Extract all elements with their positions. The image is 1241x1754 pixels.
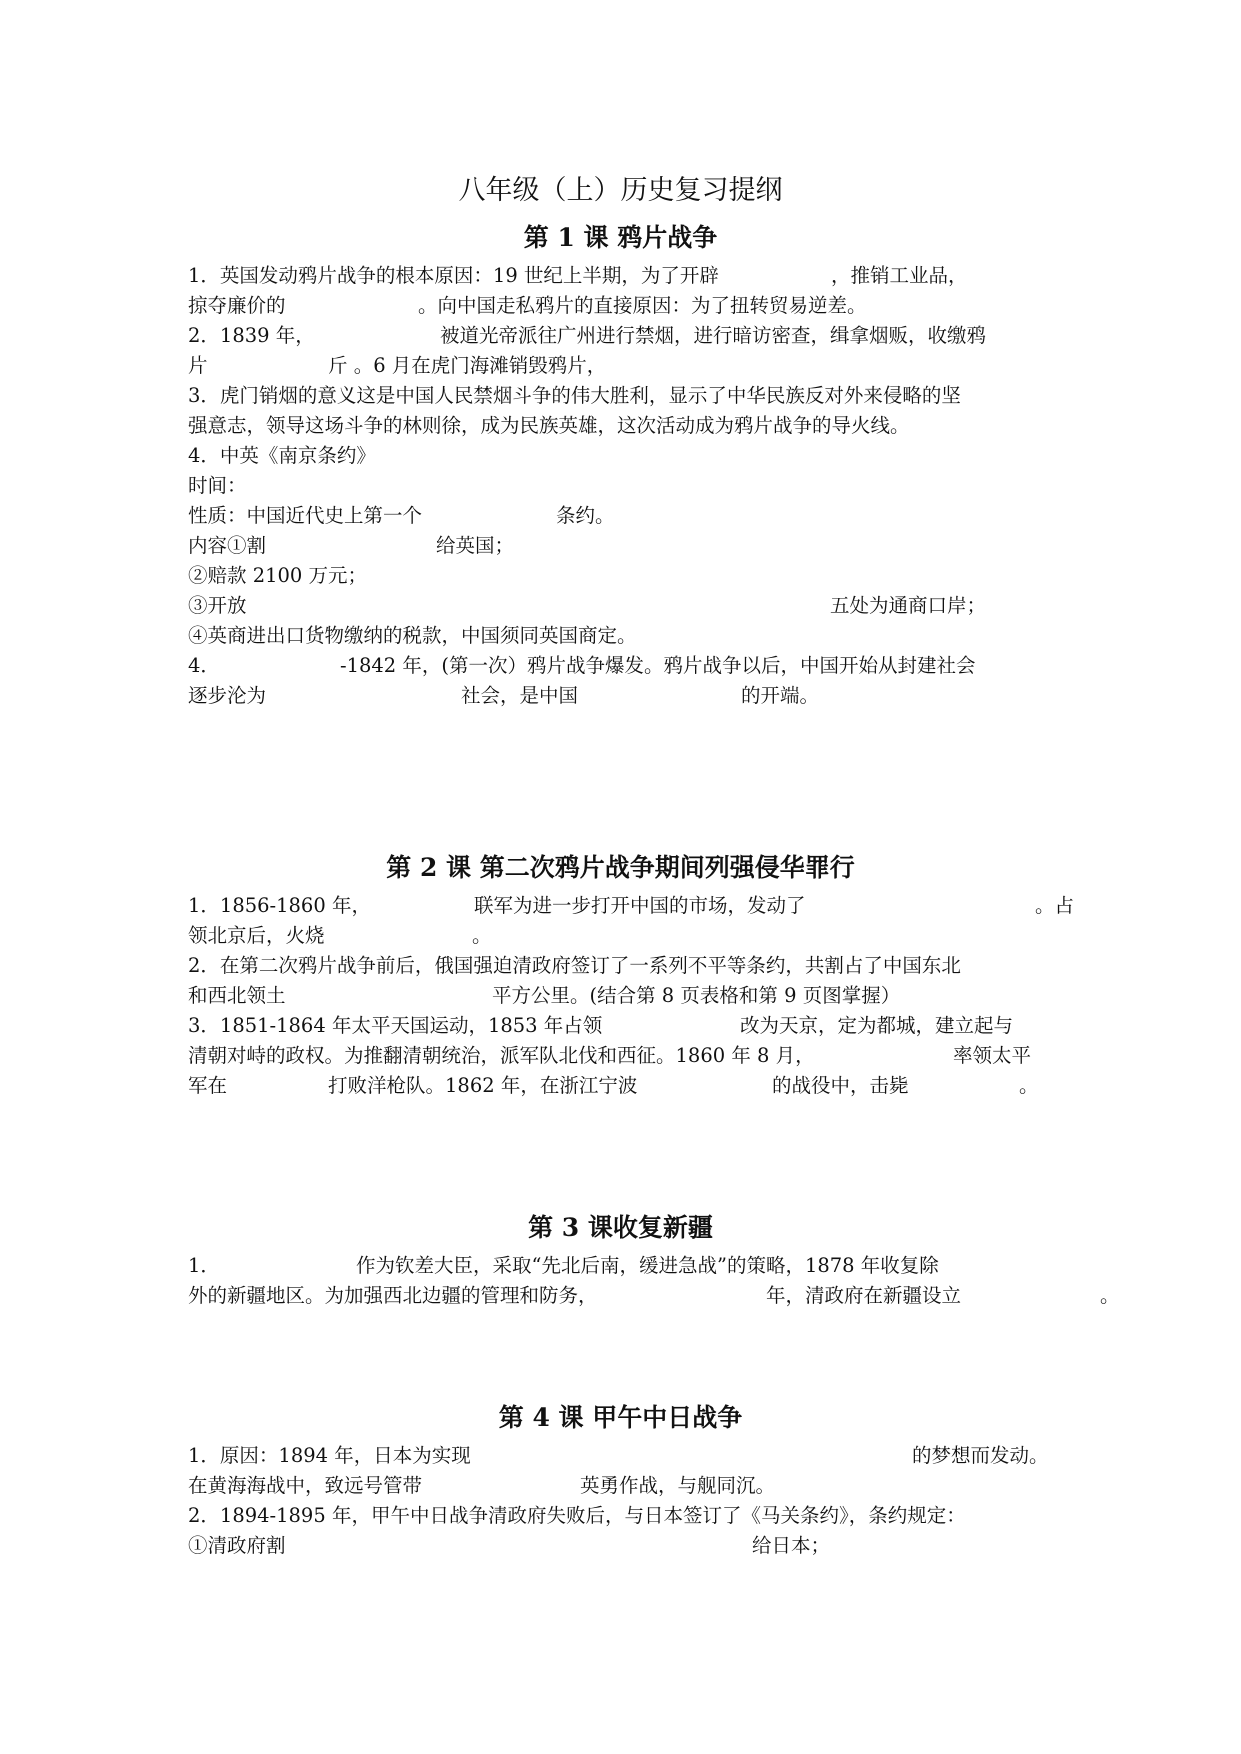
text-line-segment: 时间： [188, 474, 247, 497]
text-line-segment: 3．1851-1864 年太平天国运动，1853 年占领 [188, 1014, 603, 1037]
text-line-segment: 条约。 [556, 504, 615, 527]
text-line-segment: 2．在第二次鸦片战争前后，俄国强迫清政府签订了一系列不平等条约，共割占了中国东北 [188, 954, 961, 977]
text-line-segment: 平方公里。(结合第 8 页表格和第 9 页图掌握） [492, 984, 901, 1007]
text-line-segment: 掠夺廉价的 [188, 294, 286, 317]
text-line-segment: 社会，是中国 [461, 684, 579, 707]
lesson-heading: 第 4 课 甲午中日战争 [498, 1403, 743, 1432]
text-line-segment: 。占 [1035, 894, 1075, 917]
text-line-segment: 斤 。6 月在虎门海滩销毁鸦片， [328, 354, 607, 377]
text-line-segment: 年，清政府在新疆设立 [766, 1284, 962, 1307]
lesson-heading: 第 1 课 鸦片战争 [523, 223, 718, 252]
text-line-segment: 的梦想而发动。 [912, 1444, 1049, 1467]
text-line-segment: 。 [1019, 1074, 1039, 1097]
text-line-segment: -1842 年，(第一次）鸦片战争爆发。鸦片战争以后，中国开始从封建社会 [340, 654, 976, 677]
text-line-segment: 片 [188, 354, 208, 377]
text-line-segment: 打败洋枪队。1862 年，在浙江宁波 [328, 1074, 638, 1097]
text-line-segment: 。 [472, 924, 492, 947]
text-line-segment: 五处为通商口岸； [830, 594, 987, 617]
text-line-segment: 英勇作战，与舰同沉。 [580, 1474, 776, 1497]
text-line-segment: 4． [188, 654, 220, 677]
text-line-segment: 率领太平 [953, 1044, 1032, 1067]
text-line-segment: 2．1894-1895 年，甲午中日战争清政府失败后，与日本签订了《马关条约》，条约规定： [188, 1504, 966, 1527]
text-line-segment: 内容①割 [188, 534, 267, 557]
text-line-segment: 。向中国走私鸦片的直接原因：为了扭转贸易逆差。 [418, 294, 867, 317]
text-line-segment: 强意志，领导这场斗争的林则徐，成为民族英雄，这次活动成为鸦片战争的导火线。 [188, 414, 910, 437]
text-line-segment: 2．1839 年， [188, 324, 315, 347]
text-line-segment: ③开放 [188, 594, 247, 617]
text-line-segment: 改为天京，定为都城，建立起与 [740, 1014, 1014, 1037]
text-line-segment: 外的新疆地区。为加强西北边疆的管理和防务， [188, 1284, 598, 1307]
lesson-heading: 第 2 课 第二次鸦片战争期间列强侵华罪行 [386, 853, 855, 882]
text-line-segment: 和西北领土 [188, 984, 286, 1007]
text-line-segment: 给英国； [436, 534, 515, 557]
text-line-segment: 领北京后，火烧 [188, 924, 325, 947]
lesson-heading: 第 3 课收复新疆 [528, 1213, 713, 1242]
text-line-segment: 3．虎门销烟的意义这是中国人民禁烟斗争的伟大胜利，显示了中华民族反对外来侵略的坚 [188, 384, 961, 407]
text-line-segment: ，推销工业品， [831, 264, 968, 287]
text-line-segment: 1．1856-1860 年， [188, 894, 371, 917]
document-title: 八年级（上）历史复习提纲 [458, 175, 783, 206]
text-line-segment: ②赔款 2100 万元； [188, 564, 368, 587]
text-line-segment: 1． [188, 1254, 220, 1277]
text-line-segment: 作为钦差大臣，采取“先北后南，缓进急战”的策略，1878 年收复除 [356, 1254, 939, 1277]
text-line-segment: 逐步沦为 [188, 684, 267, 707]
text-line-segment: 的开端。 [741, 684, 820, 707]
text-line-segment: 在黄海海战中，致远号管带 [188, 1474, 423, 1497]
text-line-segment: 的战役中，击毙 [772, 1074, 909, 1097]
text-line-segment: 联军为进一步打开中国的市场，发动了 [474, 894, 806, 917]
text-line-segment: 1．原因：1894 年，日本为实现 [188, 1444, 471, 1467]
text-line-segment: 给日本； [752, 1534, 831, 1557]
text-line-segment: ④英商进出口货物缴纳的税款，中国须同英国商定。 [188, 624, 637, 647]
text-line-segment: 1．英国发动鸦片战争的根本原因：19 世纪上半期，为了开辟 [188, 264, 719, 287]
text-line-segment: 军在 [188, 1074, 228, 1097]
text-line-segment: 。 [1100, 1284, 1120, 1307]
text-line-segment: 被道光帝派往广州进行禁烟，进行暗访密查，缉拿烟贩，收缴鸦 [440, 324, 987, 347]
text-line-segment: ①清政府割 [188, 1534, 286, 1557]
text-line-segment: 清朝对峙的政权。为推翻清朝统治，派军队北伐和西征。1860 年 8 月， [188, 1044, 815, 1067]
text-line-segment: 4．中英《南京条约》 [188, 444, 376, 467]
text-line-segment: 性质：中国近代史上第一个 [188, 504, 423, 527]
